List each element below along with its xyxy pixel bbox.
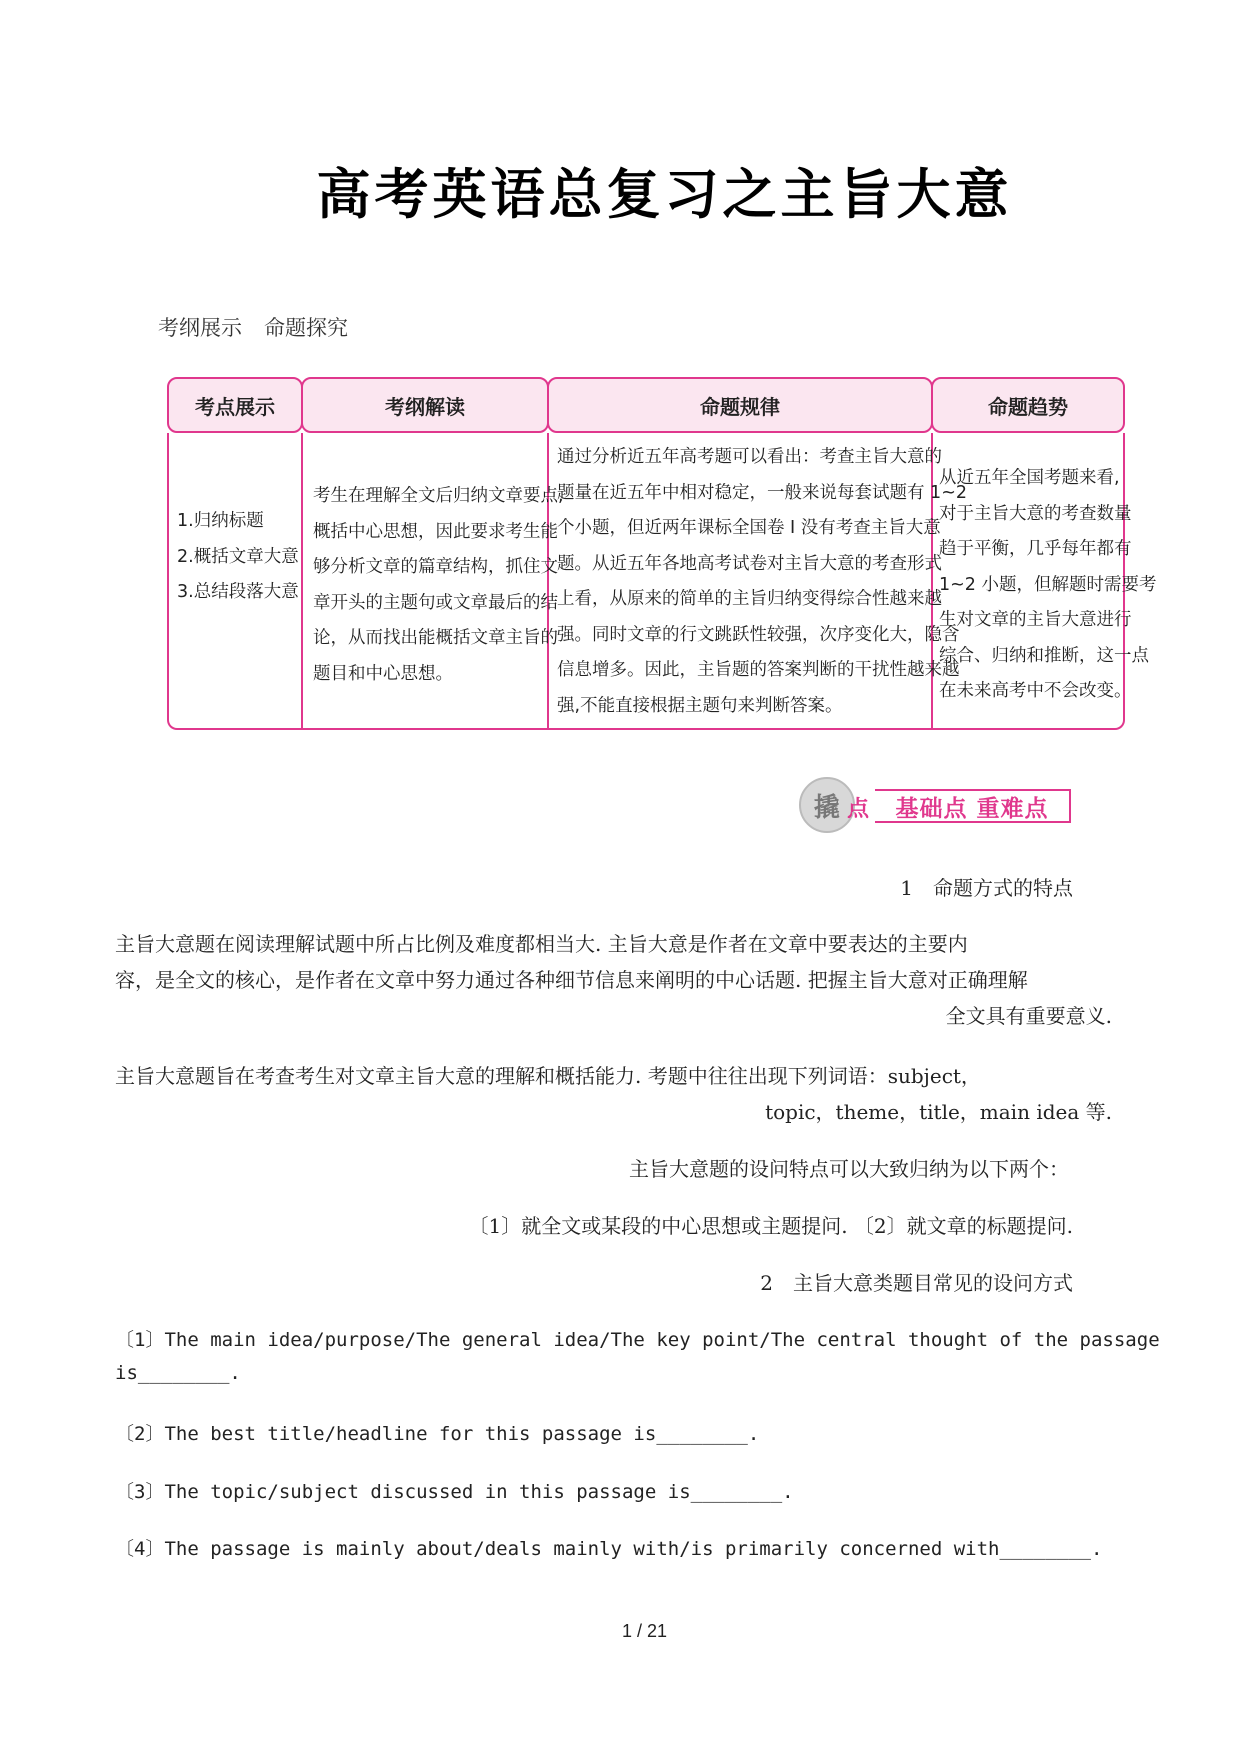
table-header-cell: 考纲解读 bbox=[301, 377, 549, 433]
cell-line: 论，从而找出能概括文章主旨的 bbox=[313, 628, 558, 648]
cell-line: 在未来高考中不会改变。 bbox=[939, 681, 1132, 701]
cell-line: 综合、归纳和推断，这一点 bbox=[939, 645, 1149, 666]
syllabus-table bbox=[167, 377, 1157, 730]
cell-line: 题量在近五年中相对稳定，一般来说每套试题有 1~2 bbox=[557, 482, 967, 503]
cell-line: 从近五年全国考题来看, bbox=[939, 468, 1120, 488]
cell-line: 强,不能直接根据主题句来判断答案。 bbox=[557, 695, 843, 716]
section-heading: 2 主旨大意类题目常见的设问方式 bbox=[760, 1271, 1073, 1295]
cell-line: 3.总结段落大意 bbox=[177, 582, 299, 602]
cell-line: 强。同时文章的行文跳跃性较强，次序变化大，隐含 bbox=[557, 624, 960, 645]
question-pattern: 〔1〕The main idea/purpose/The general idea/The key point/The central thought of the passage bbox=[115, 1329, 1160, 1351]
question-pattern: 〔2〕The best title/headline for this passage is________. bbox=[115, 1423, 760, 1445]
question-pattern: 〔4〕The passage is mainly about/deals mainly with/is primarily concerned with________. bbox=[115, 1538, 1103, 1560]
cell-line: 个小题，但近两年课标全国卷 I 没有考查主旨大意 bbox=[557, 518, 941, 538]
paragraph-line: topic，theme，title，main idea 等. bbox=[765, 1100, 1112, 1124]
badge-label: 基础点 重难点 bbox=[875, 789, 1071, 823]
cell-line: 上看，从原来的简单的主旨归纳变得综合性越来越 bbox=[557, 589, 942, 609]
page-title: 高考英语总复习之主旨大意 bbox=[316, 163, 1013, 226]
cell-line: 章开头的主题句或文章最后的结 bbox=[313, 592, 558, 613]
table-cell-trends bbox=[939, 461, 1157, 710]
cell-line: 生对文章的主旨大意进行 bbox=[939, 610, 1132, 630]
cell-line: 1~2 小题，但解题时需要考 bbox=[939, 574, 1157, 595]
paragraph-line: 主旨大意题的设问特点可以大致归纳为以下两个： bbox=[629, 1157, 1069, 1181]
page-number: 1 / 21 bbox=[621, 1621, 668, 1641]
cell-line: 题目和中心思想。 bbox=[313, 663, 453, 684]
cell-line: 信息增多。因此，主旨题的答案判断的干扰性越来越 bbox=[557, 660, 960, 680]
cell-line: 趋于平衡，几乎每年都有 bbox=[939, 539, 1132, 559]
subheading bbox=[158, 312, 348, 342]
pry-icon: 撬 bbox=[799, 777, 855, 833]
paragraph-line: 〔1〕就全文或某段的中心思想或主题提问. 〔2〕就文章的标题提问. bbox=[468, 1214, 1073, 1238]
paragraph-line: 全文具有重要意义. bbox=[945, 1004, 1112, 1028]
section-badge bbox=[795, 775, 1077, 837]
question-pattern: 〔3〕The topic/subject discussed in this passage is________. bbox=[115, 1481, 794, 1503]
question-pattern: is________. bbox=[115, 1362, 241, 1384]
section-heading: 1 命题方式的特点 bbox=[900, 876, 1073, 900]
paragraph-line: 容，是全文的核心，是作者在文章中努力通过各种细节信息来阐明的中心话题. 把握主旨大意对正确理解 bbox=[115, 968, 1028, 992]
paragraph-line: 主旨大意题在阅读理解试题中所占比例及难度都相当大. 主旨大意是作者在文章中要表达的主要内 bbox=[115, 932, 968, 956]
cell-line: 1.归纳标题 bbox=[177, 511, 264, 531]
table-cell-question-patterns bbox=[557, 440, 967, 724]
table-divider bbox=[301, 433, 303, 730]
cell-line: 概括中心思想，因此要求考生能 bbox=[313, 521, 558, 542]
subheading-syllabus: 考纲展示 bbox=[158, 316, 242, 340]
cell-line: 2.概括文章大意 bbox=[177, 546, 299, 567]
table-header-cell: 命题规律 bbox=[547, 377, 933, 433]
cell-line: 题。从近五年各地高考试卷对主旨大意的考查形式 bbox=[557, 553, 942, 574]
paragraph-line: 主旨大意题旨在考查考生对文章主旨大意的理解和概括能力. 考题中往往出现下列词语：subject， bbox=[115, 1064, 981, 1088]
table-cell-syllabus-reading bbox=[313, 479, 564, 692]
table-header-cell: 考点展示 bbox=[167, 377, 303, 433]
cell-line: 够分析文章的篇章结构，抓住文 bbox=[313, 557, 558, 577]
cell-line: 考生在理解全文后归纳文章要点, bbox=[313, 486, 564, 506]
subheading-exploration: 命题探究 bbox=[264, 316, 348, 340]
badge-small-text: 点 bbox=[847, 797, 870, 822]
table-cell-exam-points bbox=[177, 504, 299, 611]
table-header-cell: 命题趋势 bbox=[931, 377, 1125, 433]
cell-line: 对于主旨大意的考查数量 bbox=[939, 503, 1132, 524]
cell-line: 通过分析近五年高考题可以看出：考查主旨大意的 bbox=[557, 447, 942, 467]
